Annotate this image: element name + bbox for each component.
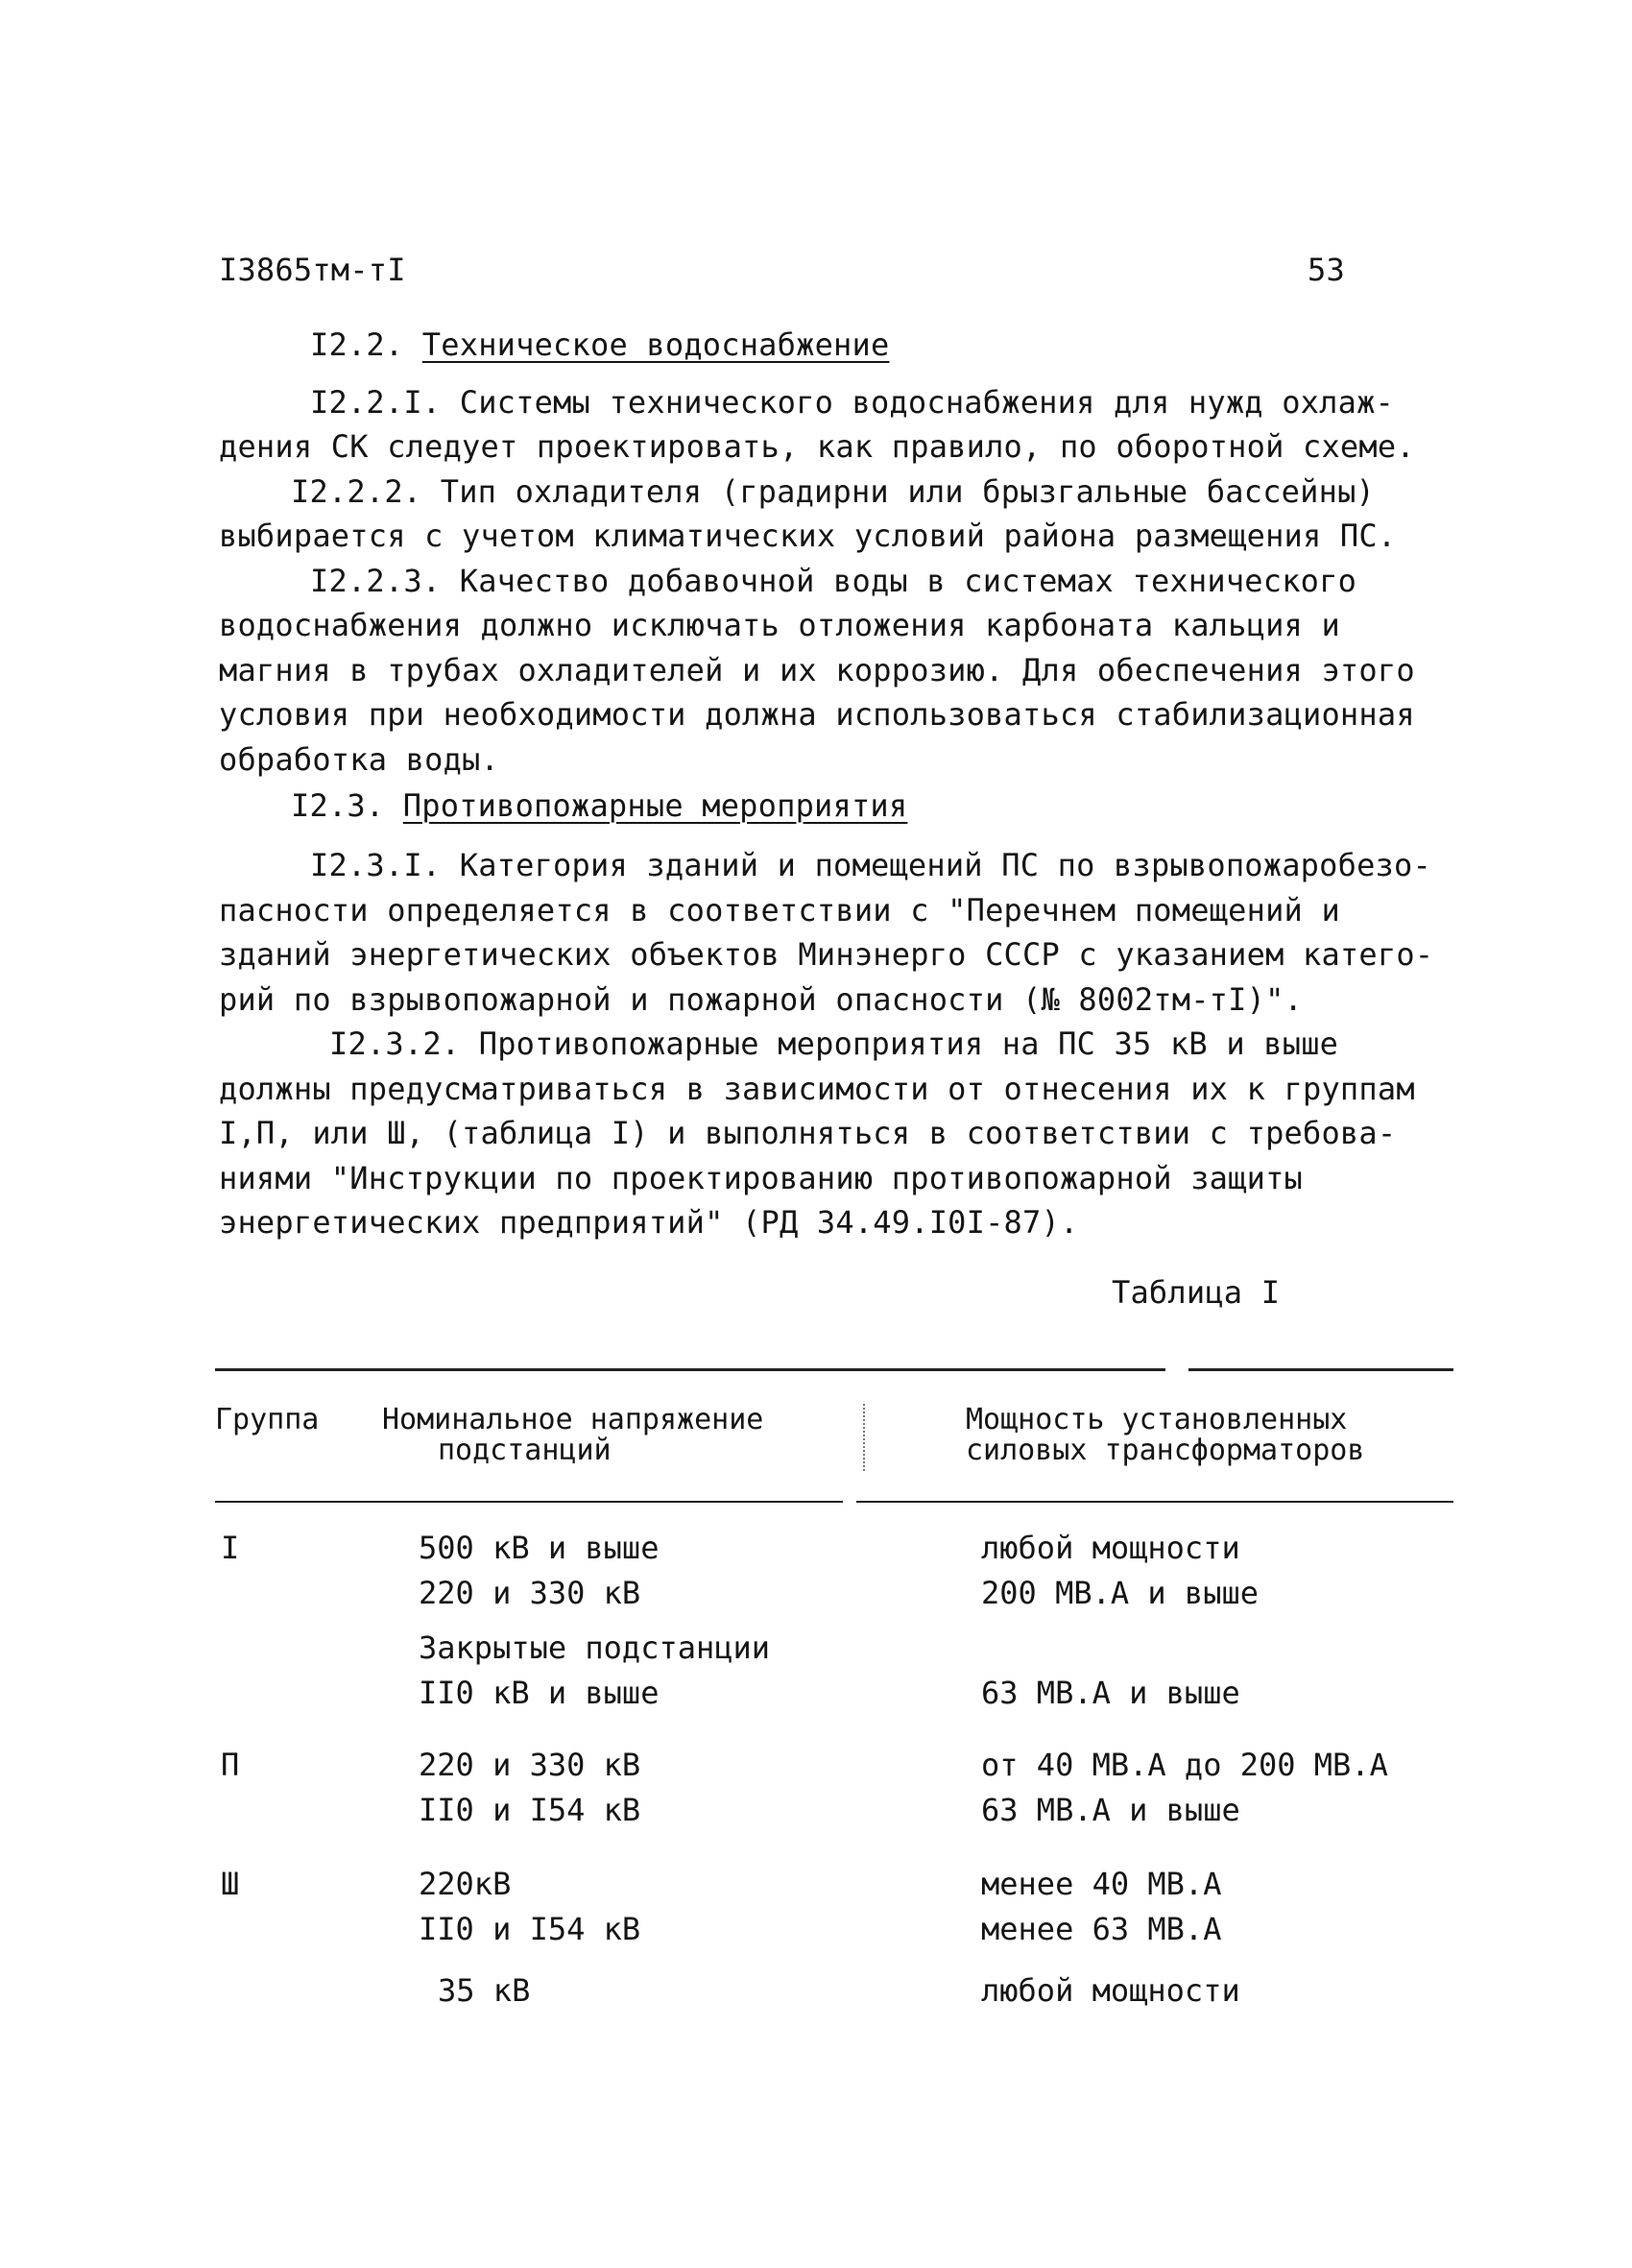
table-cell-group: П bbox=[221, 1747, 240, 1783]
paragraph-line: I,П, или Ш, (таблица I) и выполняться в соответствии с требова- bbox=[219, 1115, 1397, 1151]
table-header-voltage: Номинальное напряжение bbox=[382, 1403, 764, 1436]
section-number: I2.3. bbox=[291, 787, 385, 824]
table-top-rule bbox=[1188, 1368, 1453, 1371]
paragraph-line: рий по взрывопожарной и пожарной опасности (№ 8002тм-тI)". bbox=[219, 981, 1304, 1018]
paragraph-line: пасности определяется в соответствии с "Перечнем помещений и bbox=[219, 892, 1340, 929]
table-cell-power: 63 МВ.А и выше bbox=[981, 1792, 1240, 1828]
section-title: Противопожарные мероприятия bbox=[402, 787, 908, 824]
table-cell-voltage: 220кВ bbox=[419, 1866, 512, 1902]
table-header-group: Группа bbox=[215, 1403, 320, 1436]
table-cell-voltage: II0 кВ и выше bbox=[419, 1675, 660, 1711]
table-cell-voltage: 220 и 330 кВ bbox=[419, 1747, 641, 1783]
column-separator bbox=[863, 1404, 865, 1471]
paragraph-line: выбирается с учетом климатических условий района размещения ПС. bbox=[219, 518, 1397, 554]
table-cell-power: любой мощности bbox=[981, 1530, 1240, 1566]
table-cell-voltage: 500 кВ и выше bbox=[419, 1530, 660, 1566]
document-code: I3865тм-тI bbox=[219, 252, 406, 288]
table-header-rule bbox=[215, 1501, 843, 1503]
paragraph-line: должны предусматриваться в зависимости от отнесения их к группам bbox=[219, 1071, 1415, 1107]
section-title: Техническое водоснабжение bbox=[421, 326, 890, 363]
table-cell-voltage: 35 кВ bbox=[438, 1972, 531, 2009]
paragraph-line: зданий энергетических объектов Минэнерго СССР с указанием катего- bbox=[219, 936, 1434, 973]
page-number: 53 bbox=[1308, 252, 1345, 288]
table-cell-power: 200 МВ.А и выше bbox=[981, 1575, 1259, 1611]
paragraph-line: I2.3.I. Категория зданий и помещений ПС по взрывопожаробезо- bbox=[310, 847, 1431, 883]
table-top-rule bbox=[215, 1368, 1165, 1371]
paragraph-line: дения СК следует проектировать, как правило, по оборотной схеме. bbox=[219, 428, 1415, 465]
table-cell-power: менее 40 МВ.А bbox=[981, 1866, 1222, 1902]
paragraph-line: обработка воды. bbox=[219, 741, 499, 778]
table-cell-power: от 40 МВ.А до 200 МВ.А bbox=[981, 1747, 1388, 1783]
table-cell-power: 63 МВ.А и выше bbox=[981, 1675, 1240, 1711]
paragraph-line: I2.2.2. Тип охладителя (градирни или брызгальные бассейны) bbox=[291, 473, 1376, 510]
table-header-power: силовых трансформаторов bbox=[966, 1434, 1365, 1467]
paragraph-line: энергетических предприятий" (РД 34.49.I0I-87). bbox=[219, 1204, 1079, 1241]
table-cell-voltage: 220 и 330 кВ bbox=[419, 1575, 641, 1611]
section-heading-12-2 bbox=[310, 326, 890, 363]
paragraph-line: I2.3.2. Противопожарные мероприятия на ПС 35 кВ и выше bbox=[329, 1025, 1339, 1062]
table-cell-voltage: II0 и I54 кВ bbox=[419, 1792, 641, 1828]
paragraph-line: водоснабжения должно исключать отложения карбоната кальция и bbox=[219, 607, 1340, 643]
table-header-voltage: подстанций bbox=[438, 1434, 612, 1467]
paragraph-line: условия при необходимости должна использоваться стабилизационная bbox=[219, 696, 1415, 733]
table-cell-power: любой мощности bbox=[981, 1972, 1240, 2009]
table-cell-voltage: II0 и I54 кВ bbox=[419, 1911, 641, 1947]
table-title: Таблица I bbox=[1112, 1274, 1281, 1311]
paragraph-line: I2.2.I. Системы технического водоснабжения для нужд охлаж- bbox=[310, 384, 1395, 421]
paragraph-line: I2.2.3. Качество добавочной воды в системах технического bbox=[310, 563, 1357, 599]
paragraph-line: магния в трубах охладителей и их коррозию. Для обеспечения этого bbox=[219, 652, 1415, 688]
section-heading-12-3 bbox=[291, 787, 908, 824]
table-cell-group: I bbox=[221, 1530, 240, 1566]
table-cell-power: менее 63 МВ.А bbox=[981, 1911, 1222, 1947]
paragraph-line: ниями "Инструкции по проектированию противопожарной защиты bbox=[219, 1160, 1304, 1196]
table-header-power: Мощность установленных bbox=[966, 1403, 1348, 1436]
table-cell-voltage: Закрытые подстанции bbox=[419, 1629, 771, 1666]
table-header-rule bbox=[856, 1501, 1453, 1503]
table-cell-group: Ш bbox=[221, 1866, 240, 1902]
section-number: I2.2. bbox=[310, 326, 404, 363]
